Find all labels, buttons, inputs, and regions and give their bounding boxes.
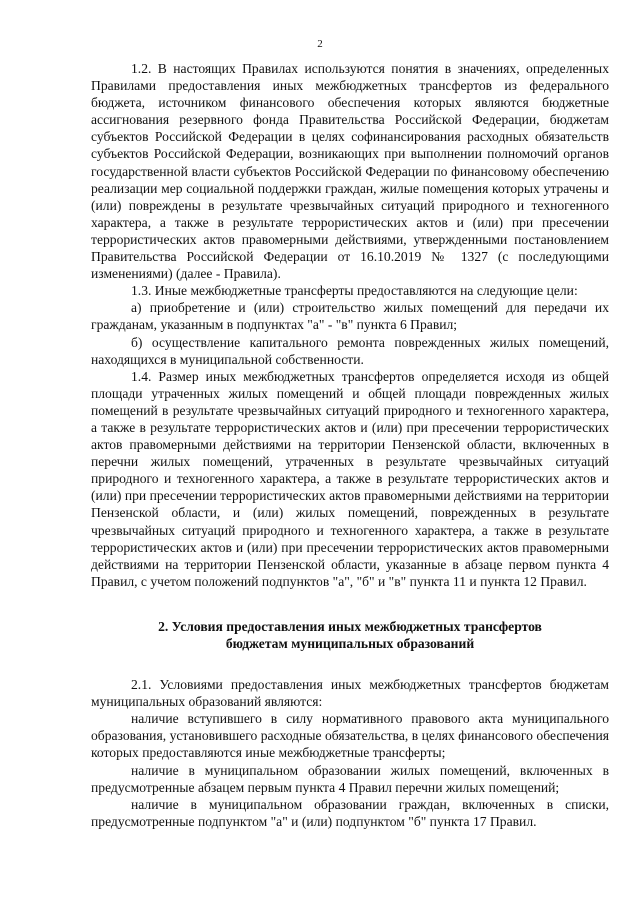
- paragraph-2-1: 2.1. Условиями предоставления иных межбюджетных трансфертов бюджетам муниципальных образований являются:: [91, 677, 609, 710]
- condition-legal-act: наличие вступившего в силу нормативного правового акта муниципального образования, установившего расходные обязательства, в целях финансового обеспечения которых предоставляются иные межбюджетные трансферты;: [91, 711, 609, 761]
- document-body: [91, 60, 609, 830]
- section-2-heading-line-1: 2. Условия предоставления иных межбюджетных трансфертов: [158, 618, 542, 634]
- paragraph-1-2: 1.2. В настоящих Правилах используются понятия в значениях, определенных Правилами предоставления иных межбюджетных трансфертов из федерального бюджета, источником финансового обеспечения которых являются бюджетные ассигнования резервного фонда Правительства Российской Федерации, бюджетам субъектов Российской Федерации в целях софинансирования расходных обязательств субъектов Российской Федерации, возникающих при выполнении полномочий органов государственной власти субъектов Российской Федерации по финансовому обеспечению реализации мер социальной поддержки граждан, жилые помещения которых утрачены и (или) повреждены в результате чрезвычайных ситуаций природного и техногенного характера, а также в результате террористических актов и (или) при пресечении террористических актов правомерными действиями, утвержденными постановлением Правительства Российской Федерации от 16.10.2019 № 1327 (с последующими изменениями) (далее - Правила).: [91, 61, 609, 282]
- page-number: 2: [317, 38, 323, 50]
- section-2-heading: [91, 618, 609, 652]
- condition-citizens: наличие в муниципальном образовании граждан, включенных в списки, предусмотренные подпунктом "а" и (или) подпунктом "б" пункта 17 Правил.: [91, 796, 609, 829]
- paragraph-1-3-a: а) приобретение и (или) строительство жилых помещений для передачи их гражданам, указанным в подпунктах "а" - "в" пункта 6 Правил;: [91, 300, 609, 333]
- paragraph-1-3-b: б) осуществление капитального ремонта поврежденных жилых помещений, находящихся в муниципальной собственности.: [91, 334, 609, 367]
- condition-housing: наличие в муниципальном образовании жилых помещений, включенных в предусмотренные абзацем первым пункта 4 Правил перечни жилых помещений;: [91, 762, 609, 795]
- paragraph-1-3: 1.3. Иные межбюджетные трансферты предоставляются на следующие цели:: [131, 283, 578, 299]
- section-2-heading-line-2: бюджетам муниципальных образований: [225, 636, 475, 651]
- paragraph-1-4: 1.4. Размер иных межбюджетных трансфертов определяется исходя из общей площади утраченных жилых помещений и общей площади поврежденных жилых помещений в результате чрезвычайных ситуаций природного и техногенного характера, а также в результате террористических актов и (или) при пресечении террористических актов правомерными действиями на территории Пензенской области, включенных в перечни жилых помещений, утраченных в результате чрезвычайных ситуаций природного и техногенного характера, а также в результате террористических актов и (или) при пресечении террористических актов правомерными действиями на территории Пензенской области, и (или) жилых помещений, поврежденных в результате чрезвычайных ситуаций природного и техногенного характера, а также в результате террористических актов и (или) при пресечении террористических актов правомерными действиями на территории Пензенской области, указанные в абзаце первом пункта 4 Правил, с учетом положений подпунктов "а", "б" и "в" пункта 11 и пункта 12 Правил.: [91, 368, 609, 589]
